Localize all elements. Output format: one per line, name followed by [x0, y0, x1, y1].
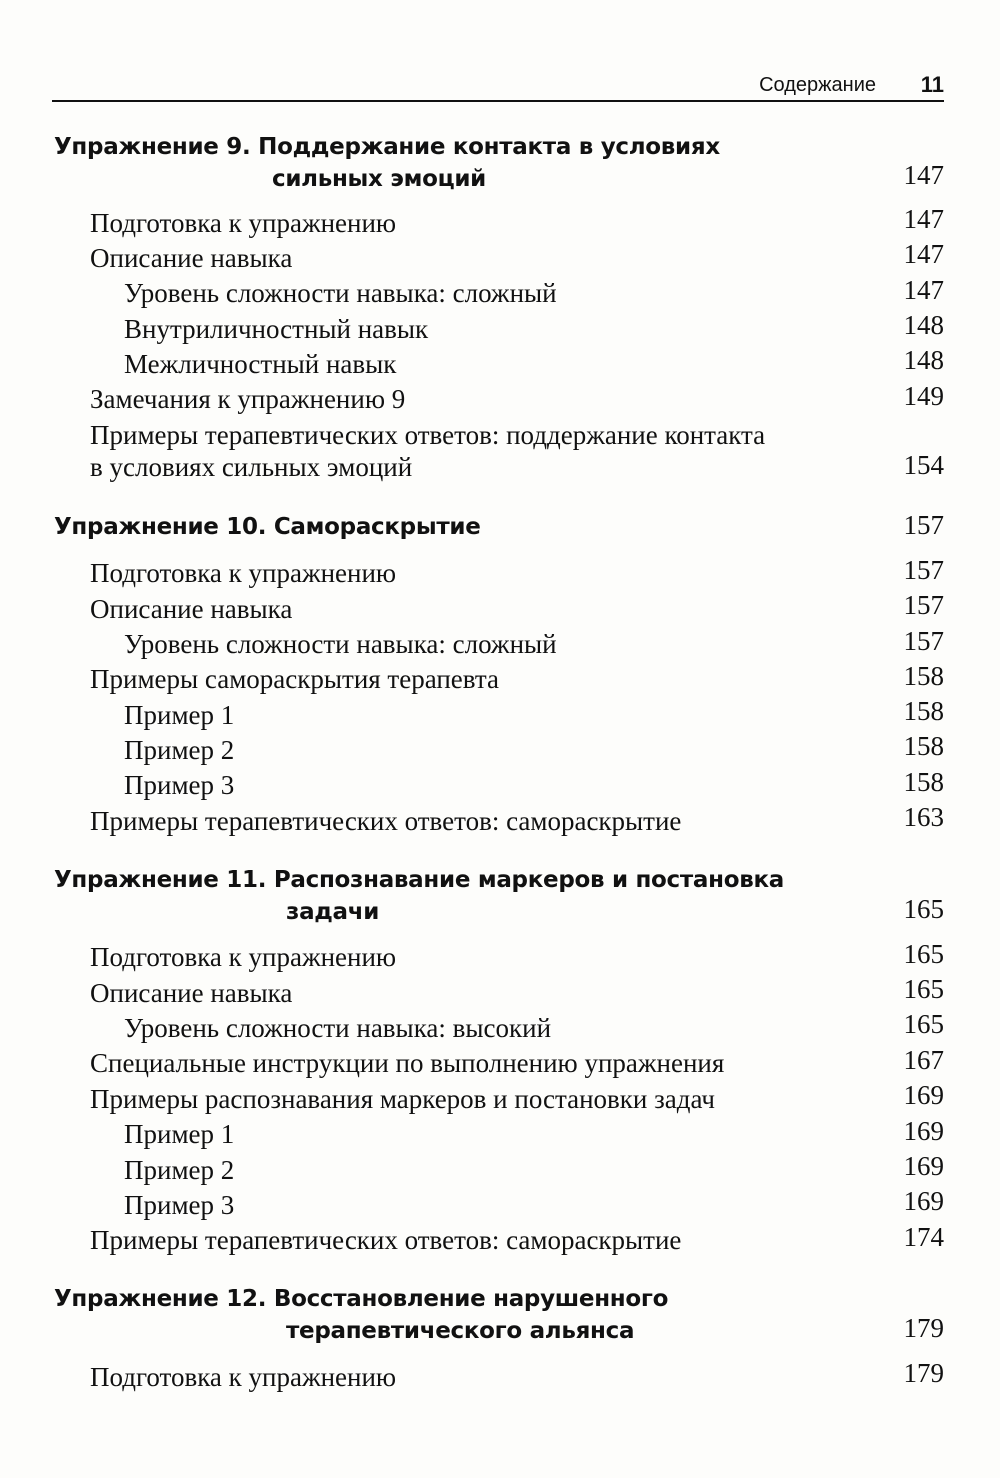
toc-subentry[interactable]: Межличностный навык — [124, 349, 397, 379]
section-title[interactable]: Упражнение 11. Распознавание маркеров и постановка — [54, 867, 785, 893]
section-page: 157 — [903, 510, 944, 540]
toc-entry[interactable]: Примеры распознавания маркеров и постановки задач — [90, 1084, 715, 1114]
toc-entry[interactable]: Описание навыка — [90, 243, 293, 273]
toc-entry[interactable]: Примеры самораскрытия терапевта — [90, 664, 499, 694]
toc-page: 157 — [903, 590, 944, 620]
toc-page: 158 — [903, 767, 944, 797]
section-title-cont[interactable]: терапевтического альянса — [286, 1318, 635, 1344]
section-page: 165 — [903, 894, 944, 924]
toc-page: 169 — [903, 1186, 944, 1216]
section-title-cont[interactable]: задачи — [286, 899, 380, 925]
toc-page: 147 — [903, 239, 944, 269]
toc-page: 165 — [903, 939, 944, 969]
section-title[interactable]: Упражнение 10. Самораскрытие — [54, 514, 481, 540]
toc-subentry[interactable]: Пример 3 — [124, 770, 235, 800]
toc-entry[interactable]: Примеры терапевтических ответов: поддержание контакта — [90, 420, 766, 450]
toc-entry[interactable]: Замечания к упражнению 9 — [90, 384, 406, 414]
toc-page: 158 — [903, 661, 944, 691]
toc-subentry[interactable]: Пример 2 — [124, 735, 235, 765]
running-title: Содержание — [759, 74, 876, 96]
toc-entry[interactable]: Описание навыка — [90, 978, 293, 1008]
section-title[interactable]: Упражнение 9. Поддержание контакта в условиях — [54, 134, 720, 160]
section-title-cont[interactable]: сильных эмоций — [272, 166, 486, 192]
toc-page: 179 — [903, 1358, 944, 1388]
toc-page: 148 — [903, 345, 944, 375]
toc-entry[interactable]: Примеры терапевтических ответов: самораскрытие — [90, 806, 682, 836]
toc-entry[interactable]: Специальные инструкции по выполнению упражнения — [90, 1048, 725, 1078]
toc-subentry[interactable]: Уровень сложности навыка: высокий — [124, 1013, 552, 1043]
page-number: 11 — [920, 72, 944, 97]
toc-entry[interactable]: Примеры терапевтических ответов: самораскрытие — [90, 1225, 682, 1255]
toc-subentry[interactable]: Внутриличностный навык — [124, 314, 429, 344]
toc-page: 167 — [903, 1045, 944, 1075]
toc-page: 148 — [903, 310, 944, 340]
toc-subentry[interactable]: Пример 2 — [124, 1155, 235, 1185]
toc-page: 157 — [903, 626, 944, 656]
toc-page: 169 — [903, 1151, 944, 1181]
toc-page: 147 — [903, 204, 944, 234]
running-header — [52, 72, 944, 102]
toc-page: 154 — [903, 450, 944, 480]
toc-subentry[interactable]: Пример 1 — [124, 700, 235, 730]
toc-page: 157 — [903, 555, 944, 585]
toc-subentry[interactable]: Уровень сложности навыка: сложный — [124, 278, 557, 308]
toc-page: 163 — [903, 802, 944, 832]
toc-subentry[interactable]: Уровень сложности навыка: сложный — [124, 629, 557, 659]
toc-entry[interactable]: Подготовка к упражнению — [90, 558, 397, 588]
toc-page: 149 — [903, 381, 944, 411]
section-page: 147 — [903, 160, 944, 190]
toc-page: 169 — [903, 1080, 944, 1110]
toc-entry[interactable]: Подготовка к упражнению — [90, 1362, 397, 1392]
toc-page: 165 — [903, 974, 944, 1004]
toc-page: 158 — [903, 731, 944, 761]
toc-entry[interactable]: Подготовка к упражнению — [90, 208, 397, 238]
section-title[interactable]: Упражнение 12. Восстановление нарушенного — [54, 1286, 669, 1312]
toc-page: 147 — [903, 275, 944, 305]
toc-page: 174 — [903, 1222, 944, 1252]
toc-page: 169 — [903, 1116, 944, 1146]
toc-subentry[interactable]: Пример 3 — [124, 1190, 235, 1220]
toc-entry[interactable]: Описание навыка — [90, 594, 293, 624]
section-page: 179 — [903, 1313, 944, 1343]
toc-subentry[interactable]: Пример 1 — [124, 1119, 235, 1149]
toc-entry-cont[interactable]: в условиях сильных эмоций — [90, 452, 413, 482]
toc-page: 158 — [903, 696, 944, 726]
toc-page: 165 — [903, 1009, 944, 1039]
toc-entry[interactable]: Подготовка к упражнению — [90, 942, 397, 972]
